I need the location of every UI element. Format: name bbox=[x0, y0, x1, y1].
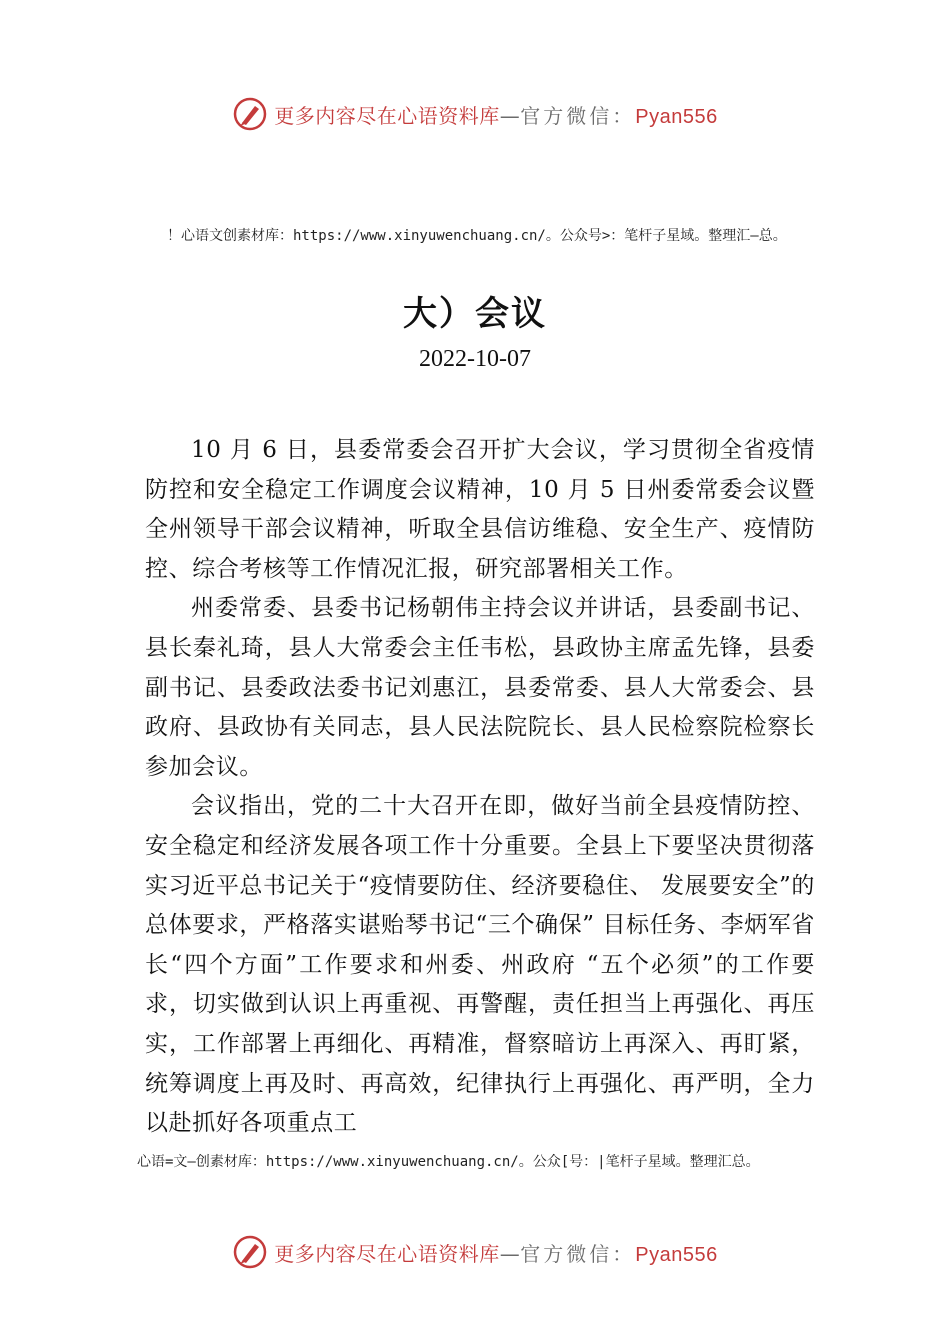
paragraph-3: 会议指出，党的二十大召开在即，做好当前全县疫情防控、安全稳定和经济发展各项工作十分重要。全县上下要坚决贯彻落实习近平总书记关于“疫情要防住、经济要稳住、 发展要安全”的总体要求，严格落实谌贻琴书记“三个确保” 目标任务、李炳军省长“四个方面”工作要求和州委、州政府 “五个必须”的工作要求，切实做到认识上再重视、再警醒，责任担当上再强化、再压实，工作部署上再细化、再精准，督察暗访上再深入、再盯紧，统筹调度上再及时、再高效，纪律执行上再强化、再严明，全力以赴抓好各项重点工 bbox=[145, 793, 815, 1137]
document-date: 2022-10-07 bbox=[419, 346, 531, 372]
watermark-top: ！心语文创素材库：https://www.xinyuwenchuang.cn/。公众号>：笔杆子星域。整理汇—总。 bbox=[167, 228, 787, 244]
banner-main-text: 更多内容尽在心语资料库 bbox=[274, 103, 500, 128]
banner-main-text: 更多内容尽在心语资料库 bbox=[274, 1241, 500, 1266]
banner-text bbox=[274, 100, 717, 129]
banner-wechat-id: Pyan556 bbox=[635, 1243, 718, 1266]
footer-banner bbox=[0, 1230, 950, 1274]
banner-label: 官方微信： bbox=[520, 103, 636, 128]
fountain-pen-logo-icon bbox=[232, 96, 268, 132]
header-banner bbox=[0, 92, 950, 136]
paragraph-1: 10 月 6 日，县委常委会召开扩大会议，学习贯彻全省疫情防控和安全稳定工作调度会议精神，10 月 5 日州委常委会议暨全州领导干部会议精神，听取全县信访维稳、安全生产、疫情防控、综合考核等工作情况汇报，研究部署相关工作。 bbox=[145, 437, 815, 582]
fountain-pen-logo-icon bbox=[232, 1234, 268, 1270]
banner-separator: — bbox=[499, 1241, 521, 1266]
paragraph-2: 州委常委、县委书记杨朝伟主持会议并讲话，县委副书记、县长秦礼琦，县人大常委会主任韦松，县政协主席孟先锋，县委副书记、县委政法委书记刘惠江，县委常委、县人大常委会、县政府、县政协有关同志，县人民法院院长、县人民检察院检察长参加会议。 bbox=[145, 595, 815, 780]
watermark-bottom: 心语=文—创素材库：https://www.xinyuwenchuang.cn/。公众[号：|笔杆子星域。整理汇总。 bbox=[137, 1154, 760, 1170]
banner-text bbox=[274, 1238, 717, 1267]
document-title: 大）会议 bbox=[403, 294, 547, 334]
banner-label: 官方微信： bbox=[520, 1241, 636, 1266]
document-body bbox=[145, 431, 815, 1144]
banner-wechat-id: Pyan556 bbox=[635, 105, 718, 128]
banner-separator: — bbox=[499, 103, 521, 128]
